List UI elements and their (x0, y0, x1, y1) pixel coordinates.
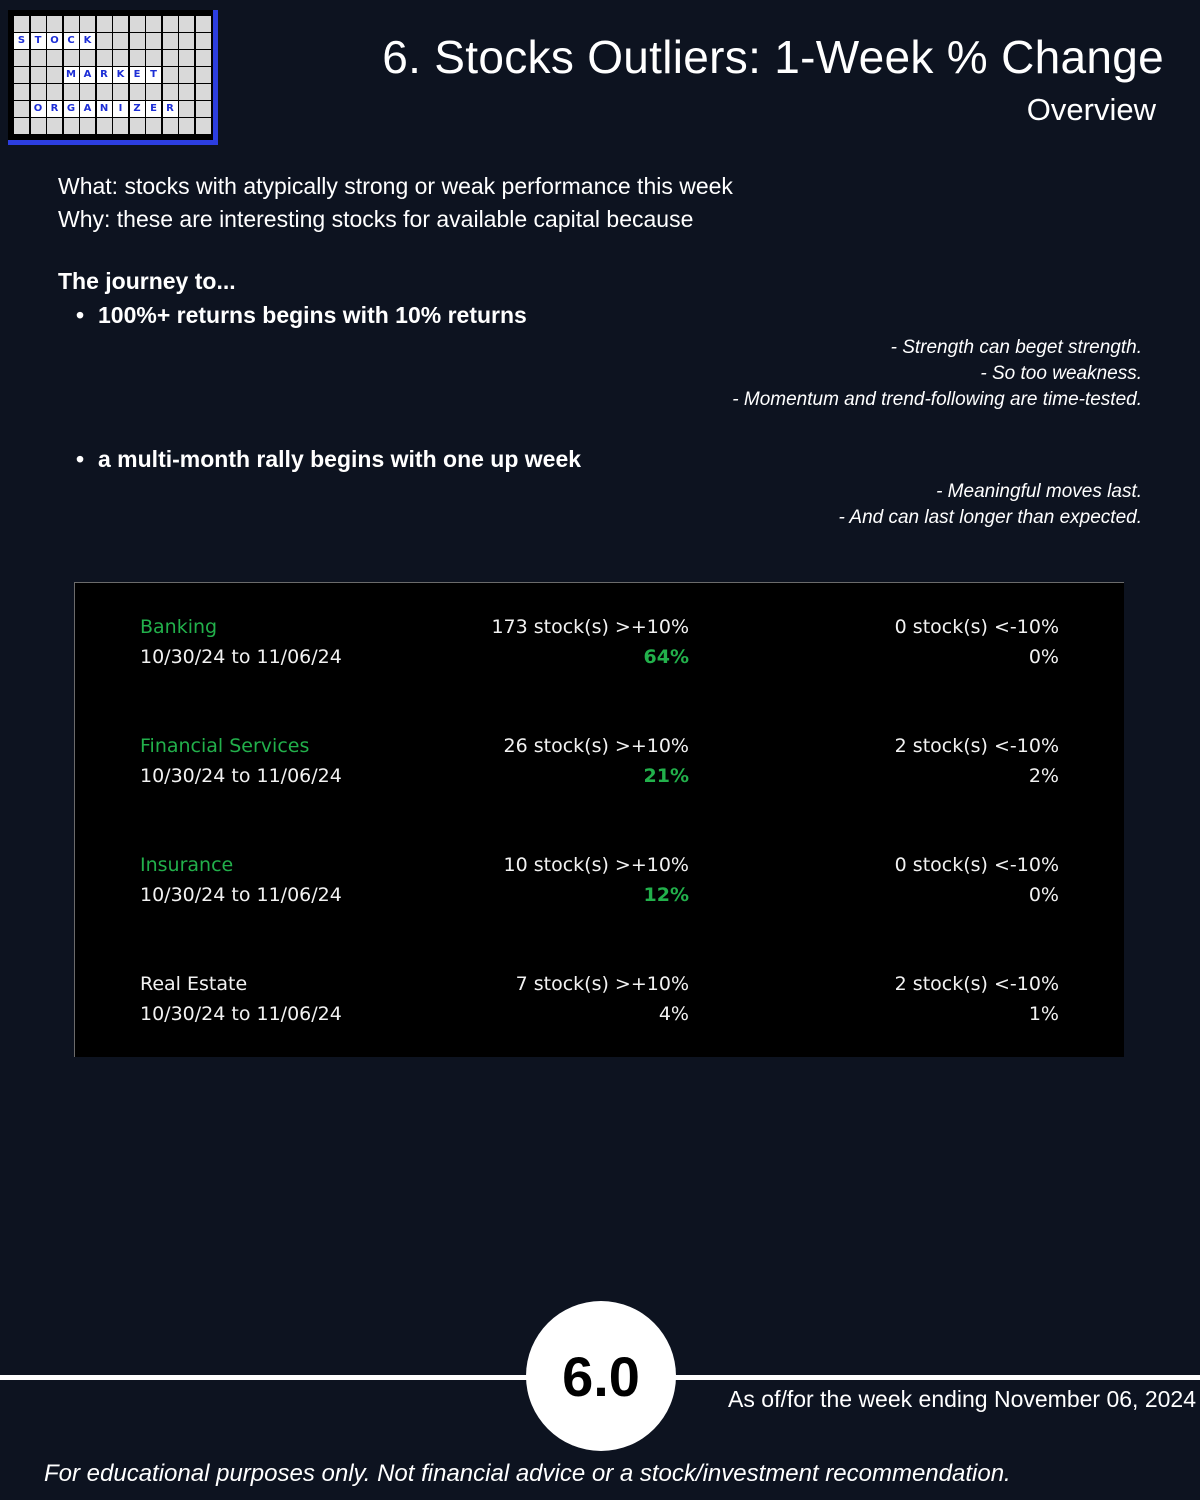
logo-cell (31, 84, 46, 100)
logo-cell (163, 33, 178, 49)
logo-cell: R (47, 101, 62, 117)
logo-cell (47, 67, 62, 83)
table-row (75, 973, 1125, 1043)
logo-cell (179, 101, 194, 117)
logo-cell (113, 33, 128, 49)
logo-cell: G (64, 101, 79, 117)
logo-cell (163, 84, 178, 100)
logo-cell: O (47, 33, 62, 49)
date-range: 10/30/24 to 11/06/24 (140, 1003, 342, 1025)
table-row (75, 854, 1125, 924)
logo-cell (80, 16, 95, 32)
bullet-rally: • a multi-month rally begins with one up week (76, 446, 581, 473)
logo-cell (146, 118, 161, 134)
logo-cell (113, 84, 128, 100)
logo-cell (64, 16, 79, 32)
quote-line: - Strength can beget strength. (890, 337, 1142, 358)
date-range: 10/30/24 to 11/06/24 (140, 884, 342, 906)
down-count: 0 stock(s) <-10% (894, 854, 1059, 876)
logo-cell: E (146, 101, 161, 117)
up-count: 26 stock(s) >+10% (503, 735, 689, 757)
date-range: 10/30/24 to 11/06/24 (140, 765, 342, 787)
logo-cell: A (80, 67, 95, 83)
logo-cell: T (31, 33, 46, 49)
logo-cell (130, 33, 145, 49)
stock-market-organizer-logo (8, 10, 218, 145)
logo-cell (179, 16, 194, 32)
sector-name: Financial Services (140, 735, 310, 757)
logo-cell: A (80, 101, 95, 117)
logo-cell (14, 50, 29, 66)
logo-cell (179, 33, 194, 49)
logo-cell (130, 118, 145, 134)
quote-line: - So too weakness. (980, 363, 1142, 384)
logo-cell (113, 50, 128, 66)
outliers-table (74, 582, 1124, 1057)
down-count: 2 stock(s) <-10% (894, 973, 1059, 995)
bullet-returns: • 100%+ returns begins with 10% returns (76, 302, 527, 329)
logo-cell (64, 50, 79, 66)
logo-cell (196, 50, 211, 66)
logo-cell (47, 16, 62, 32)
logo-cell (179, 118, 194, 134)
logo-cell: O (31, 101, 46, 117)
up-percent: 64% (643, 646, 689, 668)
down-count: 0 stock(s) <-10% (894, 616, 1059, 638)
logo-cell (64, 118, 79, 134)
logo-cell (97, 84, 112, 100)
down-percent: 2% (1028, 765, 1059, 787)
sector-name: Insurance (140, 854, 234, 876)
quote-line: - Meaningful moves last. (936, 481, 1142, 502)
logo-cell (196, 16, 211, 32)
section-number-badge: 6.0 (526, 1301, 676, 1451)
logo-cell (130, 16, 145, 32)
logo-letter-grid (14, 16, 211, 134)
logo-cell (163, 67, 178, 83)
logo-cell (113, 118, 128, 134)
down-count: 2 stock(s) <-10% (894, 735, 1059, 757)
quote-line: - And can last longer than expected. (838, 507, 1142, 528)
up-count: 10 stock(s) >+10% (503, 854, 689, 876)
logo-cell (47, 118, 62, 134)
logo-cell: R (97, 67, 112, 83)
logo-cell (196, 84, 211, 100)
sector-name: Real Estate (140, 973, 248, 995)
logo-cell (31, 118, 46, 134)
logo-cell (47, 84, 62, 100)
as-of-date: As of/for the week ending November 06, 2024 (728, 1386, 1196, 1412)
logo-cell (80, 50, 95, 66)
down-percent: 0% (1028, 646, 1059, 668)
bullet-returns-quotes (732, 335, 1142, 413)
logo-cell (97, 33, 112, 49)
logo-cell (163, 50, 178, 66)
logo-cell (196, 118, 211, 134)
up-percent: 4% (658, 1003, 689, 1025)
logo-cell: S (14, 33, 29, 49)
logo-cell (146, 16, 161, 32)
logo-cell (14, 67, 29, 83)
table-row (75, 735, 1125, 805)
logo-cell (146, 84, 161, 100)
logo-cell (196, 33, 211, 49)
down-percent: 1% (1028, 1003, 1059, 1025)
logo-cell (80, 84, 95, 100)
logo-cell (130, 50, 145, 66)
logo-cell (179, 67, 194, 83)
logo-cell (179, 50, 194, 66)
logo-cell (64, 84, 79, 100)
logo-cell (146, 50, 161, 66)
logo-cell: I (113, 101, 128, 117)
logo-cell (80, 118, 95, 134)
logo-cell (196, 101, 211, 117)
logo-cell: K (113, 67, 128, 83)
up-percent: 12% (643, 884, 689, 906)
logo-cell (14, 84, 29, 100)
sector-name: Banking (140, 616, 218, 638)
logo-cell (146, 33, 161, 49)
logo-cell (97, 50, 112, 66)
logo-cell: M (64, 67, 79, 83)
table-row (75, 616, 1125, 686)
logo-cell: K (80, 33, 95, 49)
bullet-rally-quotes (839, 479, 1143, 531)
logo-cell (31, 50, 46, 66)
journey-heading: The journey to... (58, 268, 236, 294)
logo-cell (97, 118, 112, 134)
down-percent: 0% (1028, 884, 1059, 906)
logo-cell (47, 50, 62, 66)
logo-cell: N (97, 101, 112, 117)
up-count: 7 stock(s) >+10% (515, 973, 689, 995)
date-range: 10/30/24 to 11/06/24 (140, 646, 342, 668)
intro-text (58, 170, 733, 236)
logo-cell (163, 16, 178, 32)
logo-cell (31, 16, 46, 32)
why-line: Why: these are interesting stocks for available capital because (58, 206, 694, 232)
logo-cell: T (146, 67, 161, 83)
logo-cell (97, 16, 112, 32)
page-subtitle: Overview (1026, 92, 1156, 127)
logo-cell: Z (130, 101, 145, 117)
logo-cell (196, 67, 211, 83)
what-line: What: stocks with atypically strong or weak performance this week (58, 173, 733, 199)
logo-cell: E (130, 67, 145, 83)
disclaimer: For educational purposes only. Not financial advice or a stock/investment recommendation. (44, 1460, 1011, 1487)
logo-cell (31, 67, 46, 83)
logo-cell (113, 16, 128, 32)
up-count: 173 stock(s) >+10% (491, 616, 689, 638)
quote-line: - Momentum and trend-following are time-tested. (732, 389, 1142, 410)
logo-cell (14, 118, 29, 134)
logo-cell (14, 16, 29, 32)
logo-cell (130, 84, 145, 100)
up-percent: 21% (643, 765, 689, 787)
logo-cell (163, 118, 178, 134)
page-title: 6. Stocks Outliers: 1-Week % Change (382, 31, 1164, 83)
logo-cell: R (163, 101, 178, 117)
logo-cell (14, 101, 29, 117)
logo-cell (179, 84, 194, 100)
logo-cell: C (64, 33, 79, 49)
